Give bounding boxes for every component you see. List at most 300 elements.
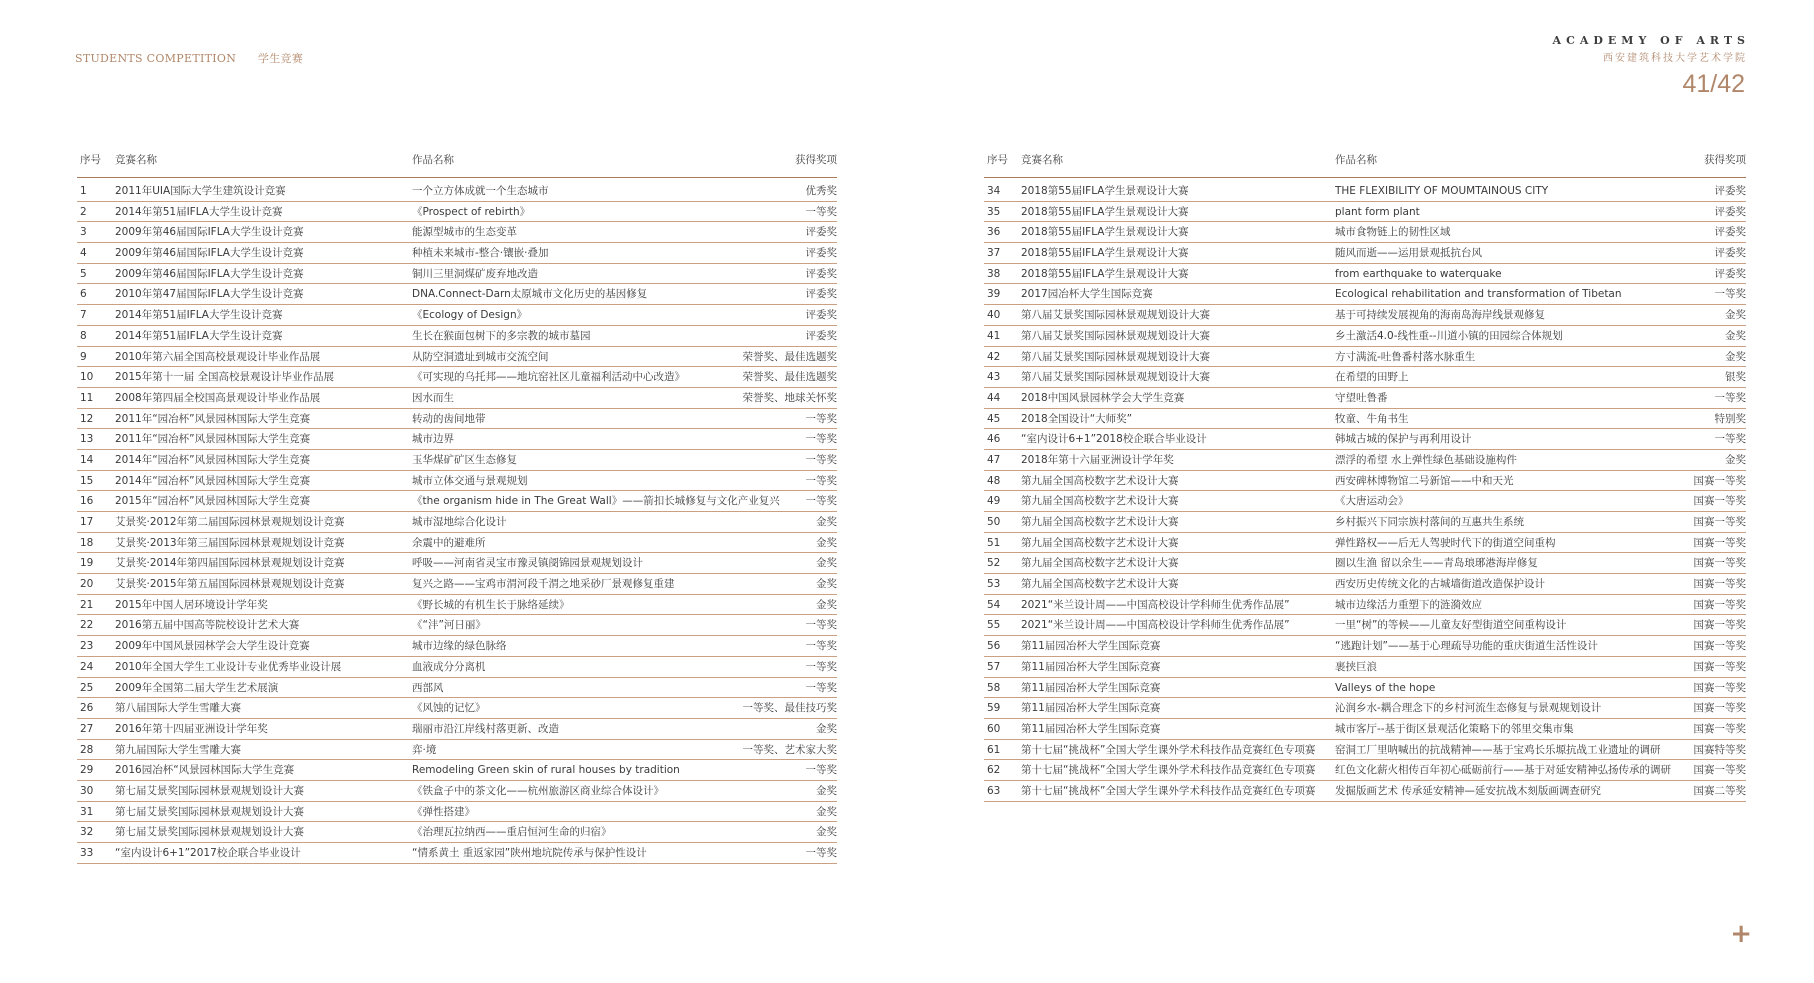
table-row [77, 388, 837, 409]
table-row [984, 533, 1746, 554]
row-competition: 2014年第51届IFLA大学生设计竞赛 [115, 309, 283, 322]
row-work: 城市边界 [412, 433, 454, 446]
row-no: 38 [987, 267, 1001, 280]
row-competition: 第九届国际大学生雪雕大赛 [115, 743, 241, 756]
row-work: 一个立方体成就一个生态城市 [412, 185, 549, 197]
row-award: 一等奖 [805, 474, 837, 487]
row-work: 《大唐运动会》 [1335, 495, 1409, 508]
table-row [984, 512, 1746, 533]
table-row [984, 574, 1746, 595]
row-no: 35 [987, 205, 1001, 218]
row-no: 29 [80, 764, 94, 777]
row-no: 12 [80, 412, 94, 425]
table-row [984, 781, 1746, 802]
header-no: 序号 [80, 154, 101, 166]
row-award: 金奖 [1725, 329, 1746, 342]
row-no: 11 [80, 391, 94, 404]
row-no: 58 [987, 681, 1001, 694]
table-row [984, 347, 1746, 368]
row-award: 评委奖 [805, 329, 837, 342]
row-work: 城市立体交通与景观规划 [412, 474, 528, 487]
row-no: 59 [987, 702, 1001, 715]
section-label [75, 50, 303, 66]
row-competition: “室内设计6+1”2018校企联合毕业设计 [1021, 433, 1207, 446]
table-row [77, 243, 837, 264]
table-row [984, 698, 1746, 719]
row-work: 方寸满流-吐鲁番村落水脉重生 [1335, 350, 1476, 363]
row-competition: 2009年第46届国际IFLA大学生设计竞赛 [115, 226, 304, 239]
logo-cn: 西安建筑科技大学艺术学院 [1603, 53, 1747, 64]
row-work: 韩城古城的保护与再利用设计 [1335, 433, 1472, 446]
row-award: 特别奖 [1714, 412, 1746, 425]
table-row [77, 533, 837, 554]
row-work: 城市边缘活力重塑下的涟漪效应 [1335, 598, 1482, 611]
row-work: “逃跑计划”——基于心理疏导功能的重庆街道生活性设计 [1335, 640, 1598, 653]
row-competition: 2018第55届IFLA学生景观设计大赛 [1021, 267, 1189, 280]
row-competition: 2014年第51届IFLA大学生设计竞赛 [115, 329, 283, 342]
table-row [77, 615, 837, 636]
row-work: 圈以生渔 留以余生——青岛琅琊港海岸修复 [1335, 557, 1538, 570]
row-competition: 2016年第十四届亚洲设计学年奖 [115, 722, 268, 735]
row-award: 一等奖 [1714, 433, 1746, 446]
row-work: 城市客厅--基于街区景观活化策略下的邻里交集市集 [1335, 722, 1574, 735]
row-work: 《“沣”河日丽》 [412, 619, 486, 632]
row-work: DNA.Connect-Darn太原城市文化历史的基因修复 [412, 288, 648, 301]
row-no: 10 [80, 371, 94, 384]
row-work: 转动的齿间地带 [412, 412, 486, 425]
row-work: 《野长城的有机生长于脉络延续》 [412, 598, 570, 611]
row-no: 52 [987, 557, 1001, 570]
table-row [984, 636, 1746, 657]
row-work: 城市食物链上的韧性区域 [1335, 226, 1451, 239]
table-row [77, 471, 837, 492]
row-work: 乡村振兴下同宗族村落间的互惠共生系统 [1335, 516, 1524, 528]
row-work: 守望吐鲁番 [1335, 391, 1388, 404]
table-row [77, 678, 837, 699]
table-row [77, 698, 837, 719]
row-award: 银奖 [1725, 371, 1746, 384]
table-row [77, 740, 837, 761]
table-row [77, 781, 837, 802]
row-work: 复兴之路——宝鸡市渭河段千渭之地采砂厂景观修复重建 [412, 578, 675, 591]
row-no: 25 [80, 681, 94, 694]
row-work: 生长在猴面包树下的多宗教的城市墓园 [412, 329, 591, 342]
table-row [77, 429, 837, 450]
row-award: 一等奖 [805, 412, 837, 425]
row-work: 能源型城市的生态变革 [412, 226, 517, 239]
row-work: 沁润乡水-耦合理念下的乡村河流生态修复与景观规划设计 [1335, 702, 1602, 715]
row-competition: 2011年UIA国际大学生建筑设计竞赛 [115, 185, 286, 197]
row-work: 乡土激活4.0-线性重--川道小镇的田园综合体规划 [1335, 329, 1563, 342]
row-competition: 第七届艾景奖国际园林景观规划设计大赛 [115, 826, 304, 839]
row-award: 一等奖 [805, 660, 837, 673]
row-work: plant form plant [1335, 205, 1420, 218]
header-award: 获得奖项 [1704, 154, 1746, 166]
row-competition: 第八届艾景奖国际园林景观规划设计大赛 [1021, 329, 1210, 342]
row-no: 60 [987, 722, 1001, 735]
row-competition: 2014年第51届IFLA大学生设计竞赛 [115, 205, 283, 218]
row-no: 4 [80, 247, 87, 260]
row-work: “情系黄土 重返家园”陕州地坑院传承与保护性设计 [412, 847, 647, 859]
row-competition: 艾景奖·2015年第五届国际园林景观规划设计竞赛 [115, 578, 345, 591]
row-award: 金奖 [816, 784, 837, 797]
table-row [77, 657, 837, 678]
row-competition: 第八届艾景奖国际园林景观规划设计大赛 [1021, 371, 1210, 384]
row-competition: 2010年第六届全国高校景观设计毕业作品展 [115, 350, 321, 363]
row-competition: 2016第五届中国高等院校设计艺术大赛 [115, 619, 300, 632]
row-no: 2 [80, 205, 87, 218]
row-work: 城市边缘的绿色脉络 [412, 640, 507, 653]
row-work: 一里“树”的等候——儿童友好型街道空间重构设计 [1335, 619, 1567, 632]
table-row [77, 326, 837, 347]
row-award: 评委奖 [805, 226, 837, 239]
row-competition: 2016园冶杯“风景园林国际大学生竞赛 [115, 764, 295, 777]
row-competition: 第八届艾景奖国际园林景观规划设计大赛 [1021, 309, 1210, 322]
row-competition: 2021“米兰设计周——中国高校设计学科师生优秀作品展” [1021, 598, 1290, 611]
row-no: 14 [80, 453, 94, 466]
row-work: 《Prospect of rebirth》 [412, 205, 531, 218]
row-competition: 2011年“园冶杯”风景园林国际大学生竞赛 [115, 433, 311, 446]
table-row [77, 284, 837, 305]
row-work: 在希望的田野上 [1335, 371, 1409, 384]
row-competition: 第11届园冶杯大学生国际竞赛 [1021, 702, 1161, 715]
table-row [77, 222, 837, 243]
table-row [984, 388, 1746, 409]
row-competition: 第11届园冶杯大学生国际竞赛 [1021, 722, 1161, 735]
row-award: 评委奖 [1714, 267, 1746, 280]
row-award: 国赛一等奖 [1693, 578, 1746, 591]
row-competition: 第九届全国高校数字艺术设计大赛 [1021, 474, 1179, 487]
row-competition: 第11届园冶杯大学生国际竞赛 [1021, 640, 1161, 653]
header-no: 序号 [987, 154, 1008, 166]
table-header [77, 151, 837, 178]
row-no: 3 [80, 226, 87, 239]
row-award: 一等奖、艺术家大奖 [742, 743, 837, 756]
table-header [984, 151, 1746, 178]
row-competition: 2014年“园冶杯”风景园林国际大学生竞赛 [115, 453, 311, 466]
row-award: 一等奖 [805, 205, 837, 218]
row-work: Ecological rehabilitation and transformation of Tibetan [1335, 288, 1622, 301]
row-award: 国赛一等奖 [1693, 516, 1746, 528]
row-no: 15 [80, 474, 94, 487]
table-row [77, 822, 837, 843]
row-award: 评委奖 [1714, 205, 1746, 218]
row-no: 55 [987, 619, 1001, 632]
row-award: 一等奖 [805, 619, 837, 632]
table-row [77, 595, 837, 616]
row-award: 评委奖 [805, 247, 837, 260]
row-competition: 2017园冶杯大学生国际竞赛 [1021, 288, 1153, 301]
row-work: 随风而逝——运用景观抵抗台风 [1335, 247, 1482, 260]
table-row [984, 284, 1746, 305]
table-row [77, 181, 837, 202]
row-award: 金奖 [816, 536, 837, 549]
row-no: 61 [987, 743, 1001, 756]
row-work: 弈·境 [412, 743, 437, 756]
row-no: 41 [987, 329, 1001, 342]
row-competition: 2021“米兰设计周——中国高校设计学科师生优秀作品展” [1021, 619, 1290, 632]
row-award: 一等奖 [805, 495, 837, 508]
row-no: 51 [987, 536, 1001, 549]
row-award: 荣誉奖、最佳选题奖 [742, 350, 837, 363]
row-competition: 艾景奖·2012年第二届国际园林景观规划设计竞赛 [115, 516, 345, 528]
row-no: 27 [80, 722, 94, 735]
table-row [77, 636, 837, 657]
row-competition: 第11届园冶杯大学生国际竞赛 [1021, 681, 1161, 694]
table-row [77, 409, 837, 430]
row-award: 一等奖 [805, 640, 837, 653]
row-no: 21 [80, 598, 94, 611]
row-no: 28 [80, 743, 94, 756]
row-no: 24 [80, 660, 94, 673]
row-award: 一等奖 [805, 681, 837, 694]
row-competition: 第九届全国高校数字艺术设计大赛 [1021, 536, 1179, 549]
table-body-right [984, 181, 1746, 802]
table-row [77, 719, 837, 740]
row-work: 窑洞工厂里呐喊出的抗战精神——基于宝鸡长乐塬抗战工业遗址的调研 [1335, 743, 1661, 756]
row-competition: 2010年全国大学生工业设计专业优秀毕业设计展 [115, 660, 342, 673]
row-no: 56 [987, 640, 1001, 653]
table-row [984, 740, 1746, 761]
row-no: 44 [987, 391, 1001, 404]
row-competition: 2008年第四届全校国高景观设计毕业作品展 [115, 391, 321, 404]
table-row [77, 347, 837, 368]
row-no: 49 [987, 495, 1001, 508]
row-competition: “室内设计6+1”2017校企联合毕业设计 [115, 847, 301, 859]
row-no: 8 [80, 329, 87, 342]
row-award: 国赛特等奖 [1693, 743, 1746, 756]
row-work: 《铁盒子中的茶文化——杭州旅游区商业综合体设计》 [412, 784, 664, 797]
row-competition: 第八届艾景奖国际园林景观规划设计大赛 [1021, 350, 1210, 363]
row-award: 金奖 [816, 722, 837, 735]
row-no: 36 [987, 226, 1001, 239]
row-work: 漂浮的希望 水上弹性绿色基础设施构件 [1335, 453, 1517, 466]
table-row [77, 202, 837, 223]
row-award: 国赛一等奖 [1693, 598, 1746, 611]
section-label-cn: 学生竞赛 [257, 52, 304, 65]
academy-logo [1552, 34, 1750, 64]
row-award: 评委奖 [805, 288, 837, 301]
logo-en: ACADEMY OF ARTS [1552, 34, 1750, 47]
row-award: 评委奖 [1714, 185, 1746, 197]
row-competition: 第十七届“挑战杯”全国大学生课外学术科技作品竞赛红色专项赛 [1021, 764, 1316, 777]
row-no: 16 [80, 495, 94, 508]
row-competition: 2018全国设计“大师奖” [1021, 412, 1133, 425]
row-work: 裹挟巨浪 [1335, 660, 1377, 673]
row-competition: 2011年“园冶杯”风景园林国际大学生竞赛 [115, 412, 311, 425]
row-no: 63 [987, 784, 1001, 797]
row-no: 37 [987, 247, 1001, 260]
table-row [984, 719, 1746, 740]
row-work: 因水而生 [412, 391, 454, 404]
table-row [77, 512, 837, 533]
row-award: 国赛一等奖 [1693, 660, 1746, 673]
table-row [984, 615, 1746, 636]
row-competition: 2018第55届IFLA学生景观设计大赛 [1021, 247, 1189, 260]
row-competition: 2018第55届IFLA学生景观设计大赛 [1021, 205, 1189, 218]
row-work: 红色文化薪火相传百年初心砥砺前行——基于对延安精神弘扬传承的调研 [1335, 764, 1671, 777]
row-work: THE FLEXIBILITY OF MOUMTAINOUS CITY [1335, 185, 1549, 197]
row-award: 国赛一等奖 [1693, 702, 1746, 715]
row-award: 金奖 [816, 516, 837, 528]
row-award: 国赛一等奖 [1693, 619, 1746, 632]
table-row [77, 264, 837, 285]
row-work: 发掘版画艺术 传承延安精神—延安抗战木刻版画调查研究 [1335, 784, 1601, 797]
row-work: 铜川三里洞煤矿废弃地改造 [412, 267, 538, 280]
header-work: 作品名称 [412, 154, 454, 166]
table-row [984, 657, 1746, 678]
header-competition: 竞赛名称 [1021, 154, 1063, 166]
competition-table-left [77, 151, 837, 864]
table-row [984, 202, 1746, 223]
table-row [77, 491, 837, 512]
row-competition: 2015年第十一届 全国高校景观设计毕业作品展 [115, 371, 335, 384]
row-competition: 2009年全国第二届大学生艺术展演 [115, 681, 279, 694]
row-award: 国赛一等奖 [1693, 722, 1746, 735]
table-row [77, 843, 837, 864]
table-row [984, 760, 1746, 781]
table-row [984, 305, 1746, 326]
row-work: 城市湿地综合化设计 [412, 516, 507, 528]
row-award: 荣誉奖、地球关怀奖 [742, 391, 837, 404]
row-award: 一等奖、最佳技巧奖 [742, 702, 837, 715]
row-competition: 2018中国风景园林学会大学生竞赛 [1021, 391, 1185, 404]
row-work: Valleys of the hope [1335, 681, 1436, 694]
row-award: 国赛一等奖 [1693, 764, 1746, 777]
row-competition: 2018第55届IFLA学生景观设计大赛 [1021, 226, 1189, 239]
page-number: 41/42 [1682, 70, 1745, 98]
row-work: 余震中的避难所 [412, 536, 486, 549]
row-work: 西部风 [412, 681, 444, 694]
row-award: 国赛二等奖 [1693, 784, 1746, 797]
row-no: 34 [987, 185, 1001, 197]
row-no: 22 [80, 619, 94, 632]
row-work: 《弹性搭建》 [412, 805, 475, 818]
row-no: 47 [987, 453, 1001, 466]
table-row [77, 553, 837, 574]
row-work: from earthquake to waterquake [1335, 267, 1502, 280]
row-no: 54 [987, 598, 1001, 611]
row-work: 基于可持续发展视角的海南岛海岸线景观修复 [1335, 309, 1545, 322]
row-award: 金奖 [816, 826, 837, 839]
row-award: 金奖 [1725, 350, 1746, 363]
row-no: 7 [80, 309, 87, 322]
header-work: 作品名称 [1335, 154, 1377, 166]
table-row [77, 450, 837, 471]
row-competition: 2009年第46届国际IFLA大学生设计竞赛 [115, 267, 304, 280]
row-award: 一等奖 [805, 764, 837, 777]
row-award: 金奖 [816, 805, 837, 818]
row-no: 26 [80, 702, 94, 715]
row-competition: 2009年第46届国际IFLA大学生设计竞赛 [115, 247, 304, 260]
row-competition: 第八届国际大学生雪雕大赛 [115, 702, 241, 715]
row-award: 国赛一等奖 [1693, 557, 1746, 570]
row-competition: 第十七届“挑战杯”全国大学生课外学术科技作品竞赛红色专项赛 [1021, 743, 1316, 756]
row-no: 13 [80, 433, 94, 446]
row-award: 国赛一等奖 [1693, 681, 1746, 694]
row-award: 国赛一等奖 [1693, 536, 1746, 549]
row-award: 评委奖 [1714, 226, 1746, 239]
row-award: 国赛一等奖 [1693, 495, 1746, 508]
row-no: 9 [80, 350, 87, 363]
plus-icon[interactable]: + [1730, 919, 1752, 949]
row-award: 金奖 [1725, 453, 1746, 466]
row-competition: 第十七届“挑战杯”全国大学生课外学术科技作品竞赛红色专项赛 [1021, 784, 1316, 797]
row-competition: 2009年中国风景园林学会大学生设计竞赛 [115, 640, 310, 653]
row-no: 30 [80, 784, 94, 797]
row-work: 西安碑林博物馆二号新馆——中和天光 [1335, 474, 1514, 487]
row-competition: 2018第55届IFLA学生景观设计大赛 [1021, 185, 1189, 197]
header-award: 获得奖项 [795, 154, 837, 166]
table-row [984, 553, 1746, 574]
row-no: 23 [80, 640, 94, 653]
row-award: 一等奖 [805, 453, 837, 466]
row-work: 《可实现的乌托邦——地坑窑社区儿童福利活动中心改造》 [412, 371, 685, 384]
row-award: 国赛一等奖 [1693, 474, 1746, 487]
row-work: 《治理瓦拉纳西——重启恒河生命的归宿》 [412, 826, 612, 839]
table-row [984, 243, 1746, 264]
table-row [984, 471, 1746, 492]
table-row [984, 450, 1746, 471]
row-competition: 第七届艾景奖国际园林景观规划设计大赛 [115, 784, 304, 797]
row-no: 45 [987, 412, 1001, 425]
section-label-en: STUDENTS COMPETITION [75, 52, 237, 65]
row-competition: 第九届全国高校数字艺术设计大赛 [1021, 578, 1179, 591]
row-work: 《the organism hide in The Great Wall》——箭扣长城修复与文化产业复兴 [412, 495, 780, 508]
row-award: 荣誉奖、最佳选题奖 [742, 371, 837, 384]
row-no: 19 [80, 557, 94, 570]
row-no: 42 [987, 350, 1001, 363]
row-no: 20 [80, 578, 94, 591]
row-award: 金奖 [816, 557, 837, 570]
table-row [984, 326, 1746, 347]
row-award: 国赛一等奖 [1693, 640, 1746, 653]
row-work: 牧童、牛角书生 [1335, 412, 1409, 425]
table-row [984, 264, 1746, 285]
table-row [984, 367, 1746, 388]
row-no: 40 [987, 309, 1001, 322]
row-no: 18 [80, 536, 94, 549]
row-no: 43 [987, 371, 1001, 384]
table-row [984, 595, 1746, 616]
row-no: 33 [80, 847, 94, 859]
row-award: 金奖 [816, 578, 837, 591]
row-award: 评委奖 [1714, 247, 1746, 260]
table-row [984, 181, 1746, 202]
row-competition: 第七届艾景奖国际园林景观规划设计大赛 [115, 805, 304, 818]
row-work: 西安历史传统文化的古城墙街道改造保护设计 [1335, 578, 1545, 591]
row-competition: 2015年“园冶杯”风景园林国际大学生竞赛 [115, 495, 311, 508]
row-award: 一等奖 [805, 433, 837, 446]
table-row [77, 367, 837, 388]
row-competition: 2014年“园冶杯”风景园林国际大学生竞赛 [115, 474, 311, 487]
row-no: 6 [80, 288, 87, 301]
row-competition: 2018年第十六届亚洲设计学年奖 [1021, 453, 1174, 466]
table-row [77, 760, 837, 781]
table-row [77, 574, 837, 595]
table-body-left [77, 181, 837, 864]
row-competition: 第九届全国高校数字艺术设计大赛 [1021, 495, 1179, 508]
table-row [984, 429, 1746, 450]
row-award: 一等奖 [805, 847, 837, 859]
table-row [984, 678, 1746, 699]
row-work: Remodeling Green skin of rural houses by tradition [412, 764, 680, 777]
row-award: 一等奖 [1714, 391, 1746, 404]
row-no: 1 [80, 185, 87, 197]
row-work: 《风蚀的记忆》 [412, 702, 486, 715]
row-no: 17 [80, 516, 94, 528]
row-award: 金奖 [816, 598, 837, 611]
